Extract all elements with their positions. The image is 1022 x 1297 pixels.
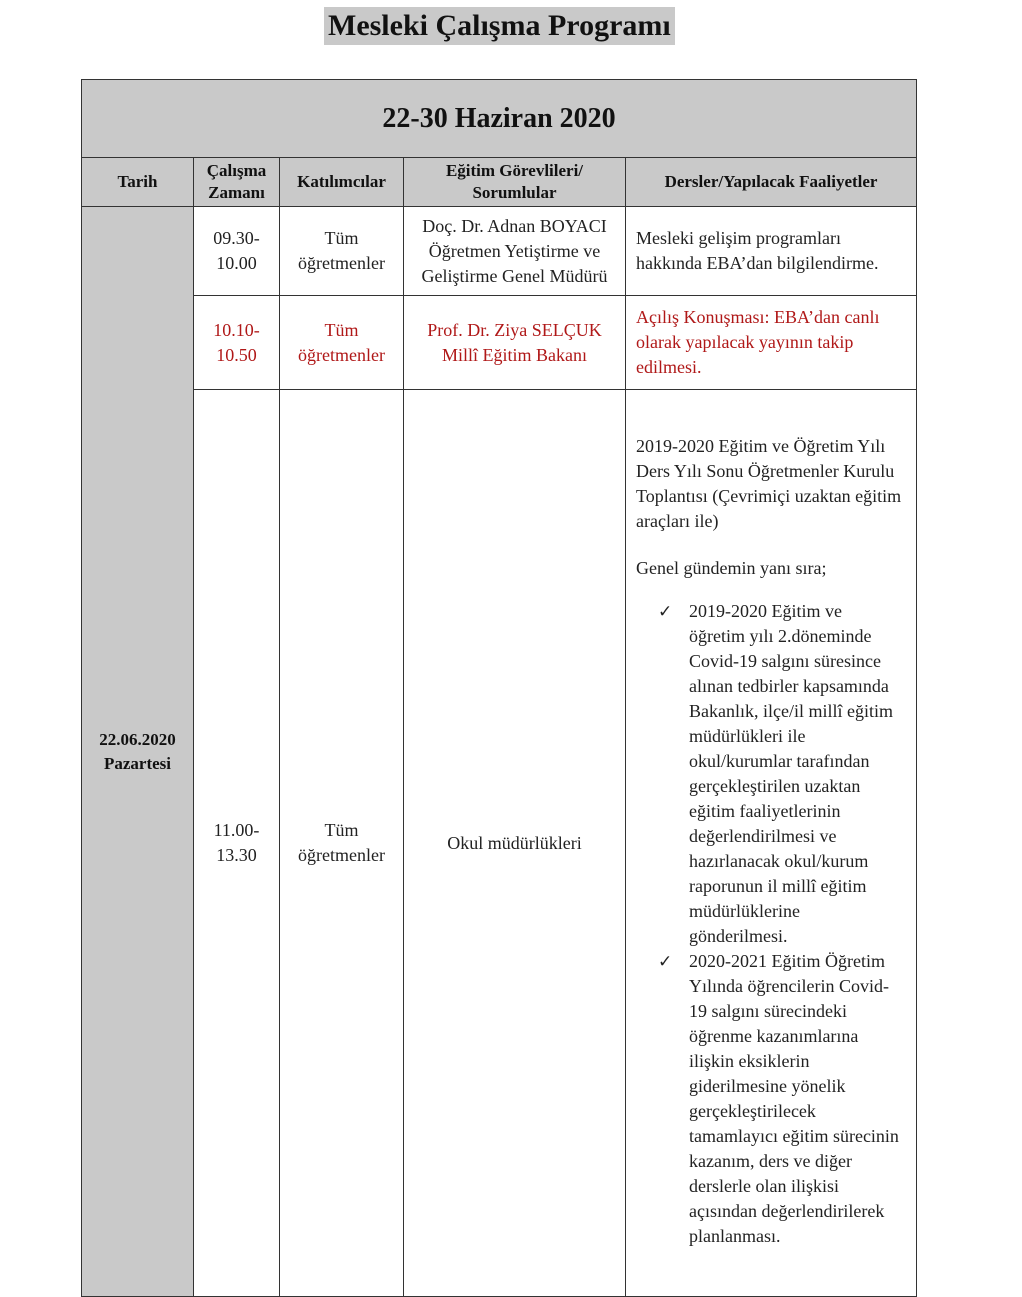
- table-row: [82, 207, 917, 296]
- responsible-cell: Prof. Dr. Ziya SELÇUK Millî Eğitim Bakanı: [404, 296, 626, 390]
- checkmark-icon: ✓: [658, 952, 673, 971]
- date-day: 22.06.2020: [99, 729, 176, 749]
- document-title: Mesleki Çalışma Programı: [324, 7, 675, 45]
- participants-cell: Tüm öğretmenler: [280, 390, 404, 1297]
- activity-intro: 2019-2020 Eğitim ve Öğretim Yılı Ders Yılı Sonu Öğretmenler Kurulu Toplantısı (Çevrimiçi uzaktan eğitim araçları ile): [636, 436, 902, 531]
- header-time: Çalışma Zamanı: [194, 158, 280, 207]
- time-cell: 11.00-13.30: [194, 390, 280, 1297]
- activity-cell: [626, 390, 917, 1297]
- activity-list: [636, 599, 902, 1249]
- schedule-table: [81, 79, 917, 1297]
- participants-cell: Tüm öğretmenler: [280, 296, 404, 390]
- time-cell: 09.30-10.00: [194, 207, 280, 296]
- list-item-text: 2019-2020 Eğitim ve öğretim yılı 2.döneminde Covid-19 salgını süresince alınan tedbirler kapsamında Bakanlık, ilçe/il millî eğitim müdürlükleri ile okul/kurumlar tarafından gerçekleştirilen uzaktan eğitim faaliyetlerinin değerlendirilmesi ve hazırlanacak okul/kurum raporunun il millî eğitim müdürlüklerine gönderilmesi.: [689, 601, 893, 946]
- date-cell: [82, 207, 194, 1297]
- responsible-cell: Okul müdürlükleri: [404, 390, 626, 1297]
- header-date: Tarih: [82, 158, 194, 207]
- activity-cell: Mesleki gelişim programları hakkında EBA’dan bilgilendirme.: [626, 207, 917, 296]
- list-item: [636, 949, 902, 1249]
- time-cell: 10.10-10.50: [194, 296, 280, 390]
- participants-cell: Tüm öğretmenler: [280, 207, 404, 296]
- header-activities: Dersler/Yapılacak Faaliyetler: [626, 158, 917, 207]
- list-item-text: 2020-2021 Eğitim Öğretim Yılında öğrencilerin Covid-19 salgını sürecindeki öğrenme kazanımlarına ilişkin eksiklerin giderilmesine yönelik gerçekleştirilecek tamamlayıcı eğitim sürecinin kazanım, ders ve diğer derslerle olan ilişkisi açısından değerlendirilerek planlanması.: [689, 951, 899, 1246]
- period-heading: 22-30 Haziran 2020: [82, 80, 917, 158]
- table-row: [82, 390, 917, 1297]
- table-row: [82, 296, 917, 390]
- date-weekday: Pazartesi: [103, 753, 172, 773]
- activity-cell: Açılış Konuşması: EBA’dan canlı olarak yapılacak yayının takip edilmesi.: [626, 296, 917, 390]
- table-header-row: [82, 158, 917, 207]
- header-responsible: Eğitim Görevlileri/ Sorumlular: [404, 158, 626, 207]
- header-participants: Katılımcılar: [280, 158, 404, 207]
- responsible-cell: Doç. Dr. Adnan BOYACI Öğretmen Yetiştirme ve Geliştirme Genel Müdürü: [404, 207, 626, 296]
- checkmark-icon: ✓: [658, 602, 673, 621]
- activity-lead: Genel gündemin yanı sıra;: [636, 558, 827, 578]
- list-item: [636, 599, 902, 949]
